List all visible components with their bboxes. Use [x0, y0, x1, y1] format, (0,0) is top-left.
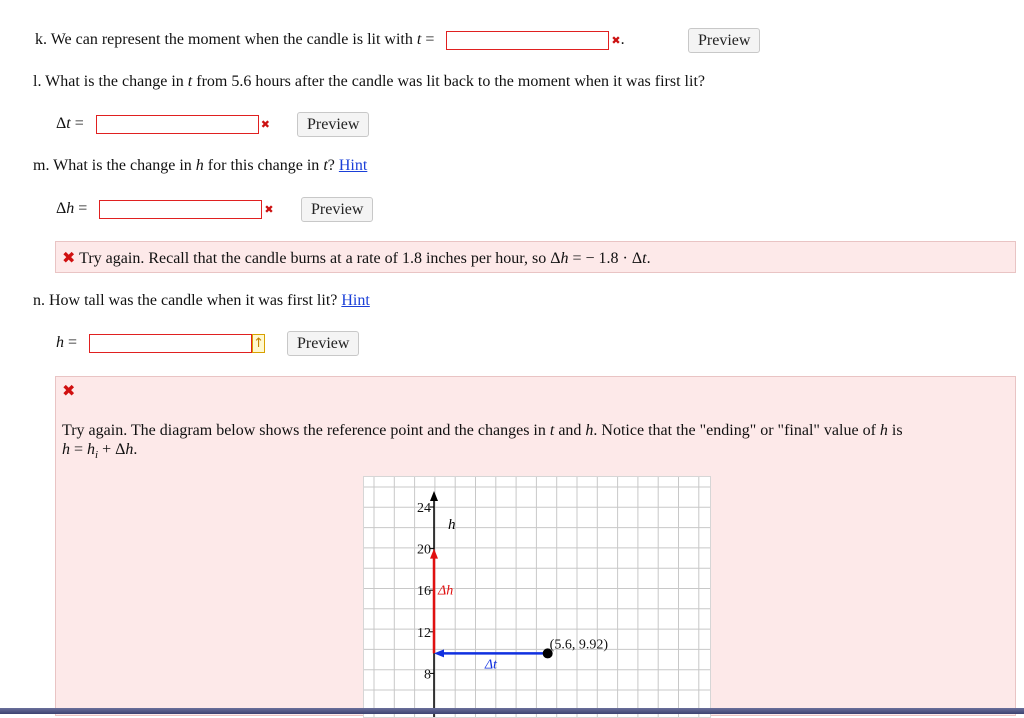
part-n-eq-end: . — [133, 441, 138, 458]
part-n-preview-button[interactable]: Preview — [287, 331, 359, 356]
part-k-var: t — [416, 31, 422, 49]
part-n-answer-row — [56, 334, 265, 353]
part-n-eq-i: i — [95, 449, 99, 462]
part-m-answer-input[interactable] — [99, 200, 262, 219]
part-m-var-t: t — [323, 157, 328, 174]
part-l-answer-input[interactable] — [96, 115, 259, 134]
part-n-feedback-and: and — [558, 422, 582, 439]
part-m-feedback-var-t: t — [642, 250, 647, 267]
part-k-row — [35, 31, 625, 50]
part-n-feedback-text-b: . Notice that the "ending" or "final" value of — [593, 422, 876, 439]
part-m-eq: = — [74, 200, 88, 218]
part-m-question-b: for this change in — [207, 157, 320, 174]
part-m-delta: Δ — [56, 200, 67, 218]
y-tick-label: 8 — [424, 667, 431, 683]
y-axis-arrow — [430, 491, 438, 501]
part-m-preview-button[interactable]: Preview — [301, 197, 373, 222]
part-l-error-icon: ✖ — [260, 118, 270, 131]
part-n-eq-hi: h — [87, 441, 96, 458]
part-m-answer-var: h — [66, 200, 75, 218]
part-l-delta: Δ — [56, 115, 67, 133]
data-point-label: (5.6, 9.92) — [549, 637, 609, 653]
delta-t-arrowhead — [434, 649, 444, 657]
diagram-panel — [363, 476, 711, 718]
part-n-answer-input[interactable] — [89, 334, 252, 353]
part-l-answer-var: t — [66, 115, 71, 133]
part-n-eq-plus: + Δ — [98, 441, 126, 458]
part-n-feedback-text-a: Try again. The diagram below shows the reference point and the changes in — [62, 422, 546, 439]
part-n-answer-var: h — [56, 334, 64, 352]
part-n-feedback-text — [62, 421, 1002, 465]
y-tick-label: 16 — [417, 584, 431, 600]
part-m-feedback-text-b: = − 1.8 · Δ — [568, 250, 643, 267]
part-n-eq: = — [64, 334, 78, 352]
part-n-eq-mid: = — [70, 441, 88, 458]
part-m-feedback-text-a: Try again. Recall that the candle burns at a rate of 1.8 inches per hour, so Δ — [79, 250, 561, 267]
part-m-var-h: h — [195, 157, 204, 174]
part-k-label: k. We can represent the moment when the candle is lit with — [35, 31, 413, 49]
delta-t-label: Δt — [484, 657, 497, 673]
part-l-eq: = — [70, 115, 84, 133]
part-l-question — [33, 73, 705, 91]
part-l-preview-button[interactable]: Preview — [297, 112, 369, 137]
y-axis-label: h — [448, 517, 456, 533]
part-k-period: . — [620, 31, 625, 49]
part-k-preview-button[interactable]: Preview — [688, 28, 760, 53]
part-m-error-icon: ✖ — [264, 203, 274, 216]
part-n-pending-icon: ↑ — [253, 336, 264, 351]
part-k-error-icon: ✖ — [611, 34, 621, 47]
part-l-answer-row — [56, 115, 270, 134]
candle-diagram — [364, 477, 710, 717]
part-m-question-c: ? — [327, 157, 335, 174]
part-l-question-b: from 5.6 hours after the candle was lit back to the moment when it was first lit? — [196, 73, 705, 90]
delta-h-label: Δh — [438, 583, 454, 599]
y-tick-label: 12 — [417, 625, 431, 641]
part-m-question — [33, 157, 367, 175]
part-k-eq: = — [421, 31, 435, 49]
y-tick-label: 20 — [417, 542, 431, 558]
window-bottom-bar — [0, 708, 1024, 714]
part-n-feedback-var-h: h — [585, 422, 594, 439]
part-n-feedback — [55, 376, 1016, 716]
part-m-question-a: m. What is the change in — [33, 157, 192, 174]
y-tick-label: 24 — [417, 501, 431, 516]
part-n-feedback-var-h2: h — [879, 422, 888, 439]
part-l-question-a: l. What is the change in — [33, 73, 184, 90]
part-l-var: t — [187, 73, 193, 90]
part-n-eq-h3: h — [125, 441, 134, 458]
part-n-question — [33, 292, 370, 310]
part-n-feedback-is: is — [891, 422, 903, 439]
part-m-answer-row — [56, 200, 274, 219]
part-n-feedback-x-icon: ✖ — [62, 381, 76, 400]
part-m-feedback-text-c: . — [646, 250, 651, 267]
part-m-feedback — [55, 241, 1016, 273]
delta-h-arrowhead — [430, 549, 438, 559]
part-n-feedback-var-t: t — [549, 422, 555, 439]
part-n-eq-h: h — [62, 441, 70, 458]
part-n-question-text: n. How tall was the candle when it was first lit? — [33, 292, 338, 309]
part-m-feedback-var-h: h — [560, 250, 569, 267]
part-n-hint-link[interactable]: Hint — [341, 292, 370, 309]
part-m-hint-link[interactable]: Hint — [338, 157, 368, 174]
part-k-answer-input[interactable] — [446, 31, 609, 50]
part-m-feedback-x-icon: ✖ — [62, 248, 76, 267]
